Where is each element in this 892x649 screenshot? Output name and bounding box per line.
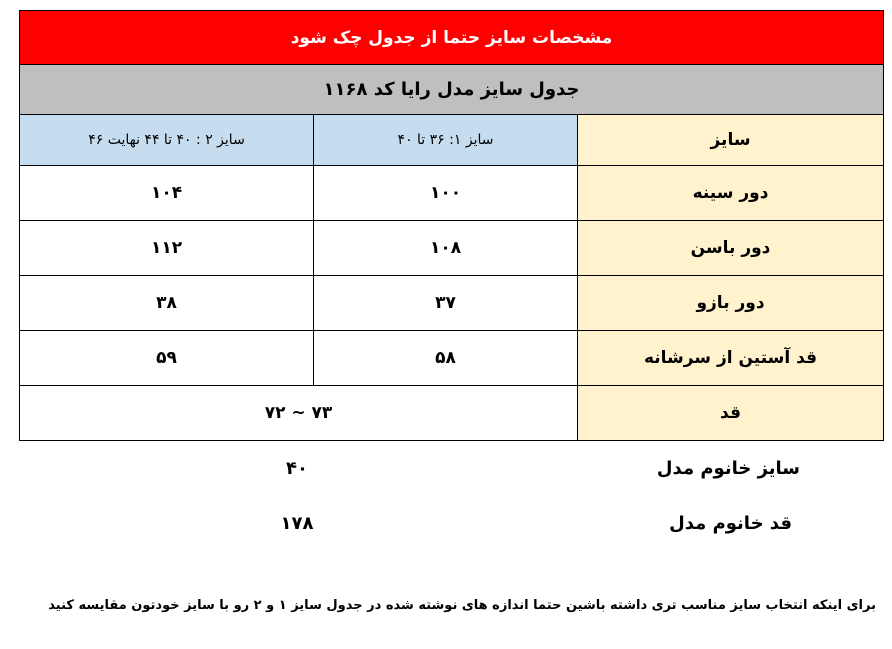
header-size2-cell: سایز ۲ : ۴۰ تا ۴۴ نهایت ۴۶ (20, 115, 314, 166)
row-size1-value: ۳۷ (314, 276, 578, 331)
model-height-label: قد خانوم مدل (669, 513, 792, 534)
table-row-sleeve (20, 331, 884, 386)
model-height-value: ۱۷۸ (280, 513, 314, 534)
table-row-height (20, 386, 884, 441)
model-height-line (0, 513, 892, 541)
row-size2-value: ۱۰۴ (20, 166, 314, 221)
height-value: ۷۳ ~ ۷۲ (20, 386, 578, 441)
row-size1-value: ۵۸ (314, 331, 578, 386)
size-table (19, 10, 884, 441)
model-size-value: ۴۰ (286, 458, 308, 479)
row-size2-value: ۵۹ (20, 331, 314, 386)
table-title: مشخصات سایز حتما از جدول چک شود (20, 11, 884, 65)
row-size1-value: ۱۰۰ (314, 166, 578, 221)
table-row-arm (20, 276, 884, 331)
model-size-line (0, 458, 892, 486)
header-size1-cell: سایز ۱: ۳۶ تا ۴۰ (314, 115, 578, 166)
row-size2-value: ۳۸ (20, 276, 314, 331)
header-label-cell: سایز (578, 115, 884, 166)
row-size1-value: ۱۰۸ (314, 221, 578, 276)
model-size-label: سایز خانوم مدل (656, 458, 800, 479)
row-label: قد آستین از سرشانه (578, 331, 884, 386)
row-label: دور سینه (578, 166, 884, 221)
row-size2-value: ۱۱۲ (20, 221, 314, 276)
row-label: قد (578, 386, 884, 441)
table-header-row (20, 115, 884, 166)
size-guide-note: برای اینکه انتخاب سایز مناسب تری داشته باشین حتما اندازه های نوشته شده در جدول سایز ۱ و ۲ رو با سایز خودتون مقایسه کنید (48, 598, 876, 613)
row-label: دور بازو (578, 276, 884, 331)
table-title-row (20, 11, 884, 65)
table-subtitle: جدول سایز مدل رایا کد ۱۱۶۸ (20, 65, 884, 115)
row-label: دور باسن (578, 221, 884, 276)
table-row-hip (20, 221, 884, 276)
table-subtitle-row (20, 65, 884, 115)
table-row-chest (20, 166, 884, 221)
